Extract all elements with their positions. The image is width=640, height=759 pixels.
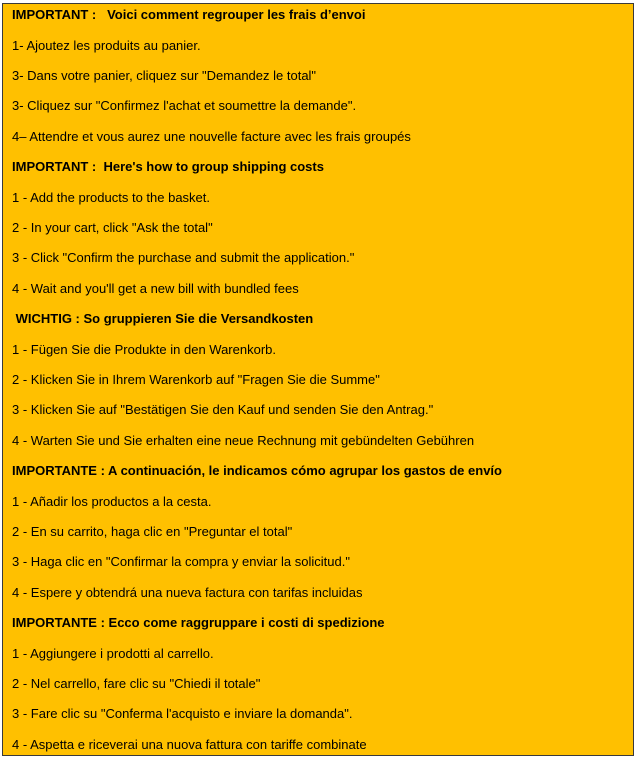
section-heading-en: IMPORTANT : Here's how to group shipping costs	[12, 159, 324, 174]
step-item: 2 - Nel carrello, fare clic su "Chiedi il totale"	[12, 676, 261, 691]
section-heading-fr: IMPORTANT : Voici comment regrouper les frais d’envoi	[12, 7, 366, 22]
step-item: 4– Attendre et vous aurez une nouvelle facture avec les frais groupés	[12, 129, 411, 144]
step-item: 4 - Espere y obtendrá una nueva factura con tarifas incluidas	[12, 585, 363, 600]
step-item: 3 - Fare clic su "Conferma l'acquisto e inviare la domanda".	[12, 706, 353, 721]
step-item: 1 - Add the products to the basket.	[12, 190, 211, 205]
shipping-instructions-panel	[2, 3, 634, 756]
step-item: 4 - Warten Sie und Sie erhalten eine neue Rechnung mit gebündelten Gebühren	[12, 433, 475, 448]
step-item: 2 - Klicken Sie in Ihrem Warenkorb auf "Fragen Sie die Summe"	[12, 372, 380, 387]
step-item: 1 - Aggiungere i prodotti al carrello.	[12, 646, 214, 661]
step-item: 3 - Klicken Sie auf "Bestätigen Sie den Kauf und senden Sie den Antrag."	[12, 402, 434, 417]
section-heading-es: IMPORTANTE : A continuación, le indicamos cómo agrupar los gastos de envío	[12, 463, 502, 478]
step-item: 3- Dans votre panier, cliquez sur "Demandez le total"	[12, 68, 317, 83]
step-item: 3 - Haga clic en "Confirmar la compra y enviar la solicitud."	[12, 554, 350, 569]
step-item: 3- Cliquez sur "Confirmez l'achat et soumettre la demande".	[12, 98, 357, 113]
step-item: 1 - Añadir los productos a la cesta.	[12, 494, 212, 509]
section-heading-it: IMPORTANTE : Ecco come raggruppare i costi di spedizione	[12, 615, 385, 630]
step-item: 4 - Wait and you'll get a new bill with bundled fees	[12, 281, 299, 296]
step-item: 1- Ajoutez les produits au panier.	[12, 38, 201, 53]
step-item: 2 - In your cart, click "Ask the total"	[12, 220, 213, 235]
step-item: 3 - Click "Confirm the purchase and submit the application."	[12, 250, 355, 265]
step-item: 1 - Fügen Sie die Produkte in den Warenkorb.	[12, 342, 276, 357]
step-item: 4 - Aspetta e riceverai una nuova fattura con tariffe combinate	[12, 737, 367, 752]
section-heading-de: WICHTIG : So gruppieren Sie die Versandkosten	[12, 311, 314, 326]
step-item: 2 - En su carrito, haga clic en "Preguntar el total"	[12, 524, 293, 539]
